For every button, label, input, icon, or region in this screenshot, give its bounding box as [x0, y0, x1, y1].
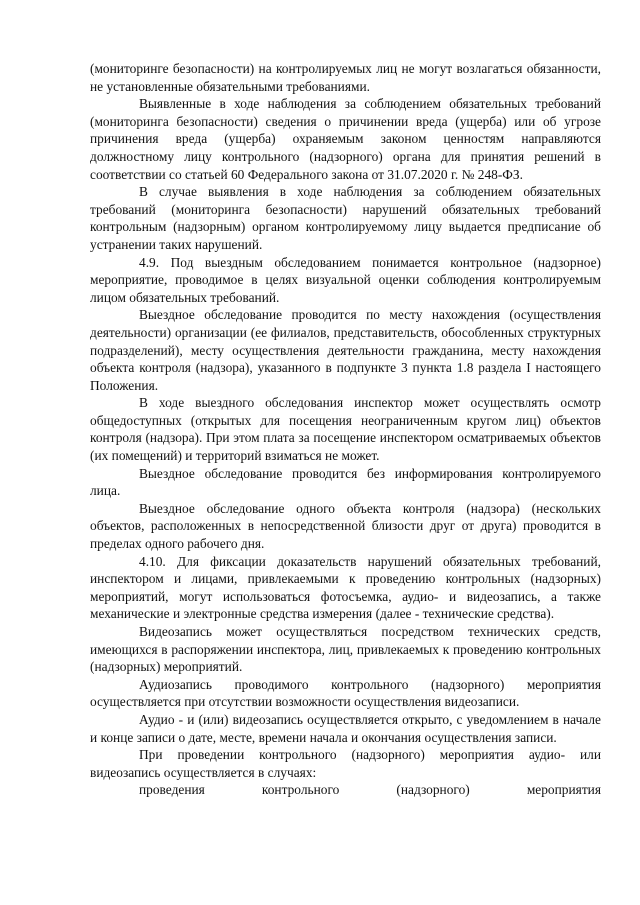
paragraph: 4.9. Под выездным обследованием понимается контрольное (надзорное) мероприятие, проводимое в целях визуальной оценки соблюдения контролируемым лицом обязательных требований.: [90, 254, 601, 305]
paragraph: При проведении контрольного (надзорного) мероприятия аудио- или видеозапись осуществляется в случаях:: [90, 747, 601, 780]
paragraph: Видеозапись может осуществляться посредством технических средств, имеющихся в распоряжении инспектора, лиц, привлекаемых к проведению контрольных (надзорных) мероприятий.: [90, 624, 601, 675]
paragraph: (мониторинге безопасности) на контролируемых лиц не могут возлагаться обязанности, не установленные обязательными требованиями.: [90, 61, 601, 94]
paragraph: 4.10. Для фиксации доказательств нарушений обязательных требований, инспектором и лицами, привлекаемыми к проведению контрольных (надзорных) мероприятий, могут использоваться фотосъемка, аудио- и видеозапись, а также механические и электронные средства измерения (далее - технические средства).: [90, 553, 601, 622]
paragraph: Выездное обследование проводится по месту нахождения (осуществления деятельности) организации (ее филиалов, представительств, обособленных структурных подразделений), месту осуществления деятельности гражданина, месту нахождения объекта контроля (надзора), указанного в подпункте 3 пункта 1.8 раздела I настоящего Положения.: [90, 307, 601, 393]
paragraph: В случае выявления в ходе наблюдения за соблюдением обязательных требований (мониторинга безопасности) нарушений обязательных требований контрольным (надзорным) органом контролируемому лицу выдается предписание об устранении таких нарушений.: [90, 184, 601, 252]
paragraph: Выездное обследование проводится без информирования контролируемого лица.: [90, 465, 601, 499]
paragraph: Аудио - и (или) видеозапись осуществляется открыто, с уведомлением в начале и конце записи о дате, месте, времени начала и окончания осуществления записи.: [90, 711, 601, 745]
paragraph: Выездное обследование одного объекта контроля (надзора) (нескольких объектов, расположенных в непосредственной близости друг от друга) проводится в пределах одного рабочего дня.: [90, 500, 601, 552]
paragraph: В ходе выездного обследования инспектор может осуществлять осмотр общедоступных (открытых для посещения неограниченным кругом лиц) объектов контроля (надзора). При этом плата за посещение инспектором осматриваемых объектов (их помещений) и территорий взиматься не может.: [90, 395, 601, 464]
document-page: [90, 60, 601, 799]
paragraph: Аудиозапись проводимого контрольного (надзорного) мероприятия осуществляется при отсутствии возможности осуществления видеозаписи.: [90, 676, 601, 710]
paragraph: проведения контрольного (надзорного) мероприятия: [139, 782, 601, 798]
paragraph: Выявленные в ходе наблюдения за соблюдением обязательных требований (мониторинга безопасности) сведения о причинении вреда (ущерба) или об угрозе причинения вреда (ущерба) охраняемым законом ценностям направляются должностному лицу контрольного (надзорного) органа для принятия решений в соответствии со статьей 60 Федерального закона от 31.07.2020 г. № 248-ФЗ.: [90, 96, 601, 182]
